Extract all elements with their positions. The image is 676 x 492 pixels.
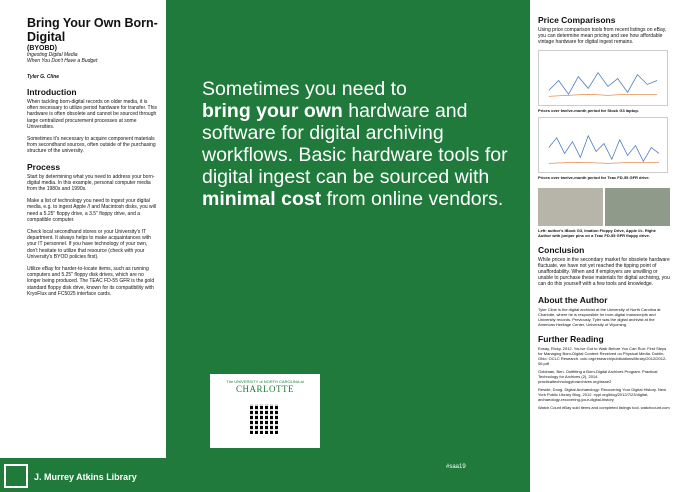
hardware-photos xyxy=(538,188,670,226)
right-column xyxy=(530,0,676,492)
process-paragraph-4: Utilize eBay for harder-to-locate items, such as running computers and 5.25" floppy disk drives, which are no longer being produced. The TEAC FD-55 GFR is the gold standard floppy disk drive, known for its compatibility with KryoFlux and FC5025 interface cards. xyxy=(27,266,155,297)
author-name: Tyler G. Cline xyxy=(27,74,60,80)
statement-bold-1: bring your own xyxy=(202,100,343,122)
chart-caption-1: Prices over twelve-month period for Stock G3 laptop. xyxy=(538,107,639,113)
reference-2: Goldman, Ben. Outfitting a Born-Digital Archives Program. Practical Technology for Archives (2), 2014. practicaltechnologyforarchives.org/issue2 xyxy=(538,368,658,384)
process-paragraph-1: Start by determining what you need to address your born-digital media. In this example, personal computer media from the 1980s and 1990s. xyxy=(27,173,155,193)
university-line: The UNIVERSITY of NORTH CAROLINA at xyxy=(226,379,304,384)
statement-part-2: hardware and software for digital archiving workflows. Basic hardware tools for digital ingest can be sourced with xyxy=(202,100,508,188)
statement-part-3: from online vendors. xyxy=(321,188,504,210)
subtitle-line-1: Ingesting Digital Media xyxy=(27,52,78,58)
process-heading: Process xyxy=(27,161,61,172)
intro-paragraph-1: When tackling born-digital records on older media, it is often necessary to utilize period hardware for transfer. This hardware is often obsolete and cannot be sourced through large centralized procurement processes at some Universities. xyxy=(27,99,157,130)
photo-ibook xyxy=(538,188,603,226)
reference-4: Watch Count eBay sold items and completed listings tool. watchcount.com xyxy=(538,404,670,410)
photo-floppy-drive xyxy=(605,188,670,226)
left-column xyxy=(0,0,166,492)
statement-bold-2: minimal cost xyxy=(202,188,322,210)
poster-title: Bring Your Own Born- Digital xyxy=(27,16,158,44)
subtitle-line-2: When You Don't Have a Budget xyxy=(27,58,98,64)
price-chart-laptop-lines xyxy=(539,51,667,106)
poster-acronym: (BYOBD) xyxy=(27,45,57,52)
price-chart-floppy xyxy=(538,117,668,173)
library-logo-icon xyxy=(4,464,28,488)
statement-part-1: Sometimes you need to xyxy=(202,78,407,100)
price-chart-laptop xyxy=(538,50,668,106)
price-chart-floppy-lines xyxy=(539,118,667,173)
price-comparisons-paragraph: Using price comparison tools from recent listings on eBay, you can determine mean pricing and see how affordable vintage hardware for digital ingest remains. xyxy=(538,27,667,46)
chart-caption-2: Prices over twelve-month period for Teac FD-55 GFR drive. xyxy=(538,174,650,180)
library-name: J. Murrey Atkins Library xyxy=(34,472,137,482)
photo-caption: Left: author's iBook G3, Imation Floppy Drive, Apple //c. Right: Author with juniper pins on a Teac FD-55 GFR floppy drive. xyxy=(538,227,657,238)
center-panel xyxy=(166,0,530,492)
process-paragraph-3: Check local secondhand stores or your University's IT department. It always helps to make acquaintances with your IT personnel. If you have technology of your own, don't hesitate to utilize that resource (check with your University's BYOD policies first). xyxy=(27,229,151,260)
reference-1: Erway, Ricky. 2012. You've Got to Walk Before You Can Run: First Steps for Managing Born-Digital Content Received on Physical Media. Dublin, Ohio: OCLC Research. oclc.org/research/publications/library/2012/2012-06.pdf xyxy=(538,345,667,366)
intro-paragraph-2: Sometimes it's necessary to acquire component materials from secondhand sources, often outside of the purchasing structure of the university. xyxy=(27,136,156,155)
process-paragraph-2: Make a list of technology you need to ingest your digital media, e.g. to ingest Apple // and Macintosh disks, you will need a 5.25" floppy drive, a 3.5" floppy drive, and a compatible computer. xyxy=(27,198,156,223)
university-name: CHARLOTTE xyxy=(236,384,294,394)
about-author-heading: About the Author xyxy=(538,294,608,305)
reference-3: Reside, Doug. Digital Archaeology: Recovering Your Digital History. New York Public Library Blog, 2012. nypl.org/blog/2012/7/23/digital-archaeology-recovering-your-digital-history xyxy=(538,386,666,402)
price-comparisons-heading: Price Comparisons xyxy=(538,15,616,25)
qr-code-icon xyxy=(250,404,280,434)
library-banner xyxy=(0,458,166,492)
about-author-paragraph: Tyler Cline is the digital archivist at the University of North Carolina at Charlotte, where he is responsible for born-digital manuscripts and University records. Previously, Tyler was the digital archivist at the American Heritage Center, University of Wyoming. xyxy=(538,306,661,327)
introduction-heading: Introduction xyxy=(27,87,77,97)
center-statement xyxy=(202,78,522,210)
conclusion-paragraph: While prices in the secondary market for obsolete hardware fluctuate, we have not yet reached the tipping point of unaffordability. When and if employers are unwilling or unable to purchase these materials for digital archiving, you can do this yourself with a few tools and knowledge. xyxy=(538,256,670,288)
conference-hashtag: #saa19 xyxy=(446,464,466,470)
university-logo-qr xyxy=(210,374,320,448)
conclusion-heading: Conclusion xyxy=(538,244,585,255)
further-reading-heading: Further Reading xyxy=(538,333,604,344)
